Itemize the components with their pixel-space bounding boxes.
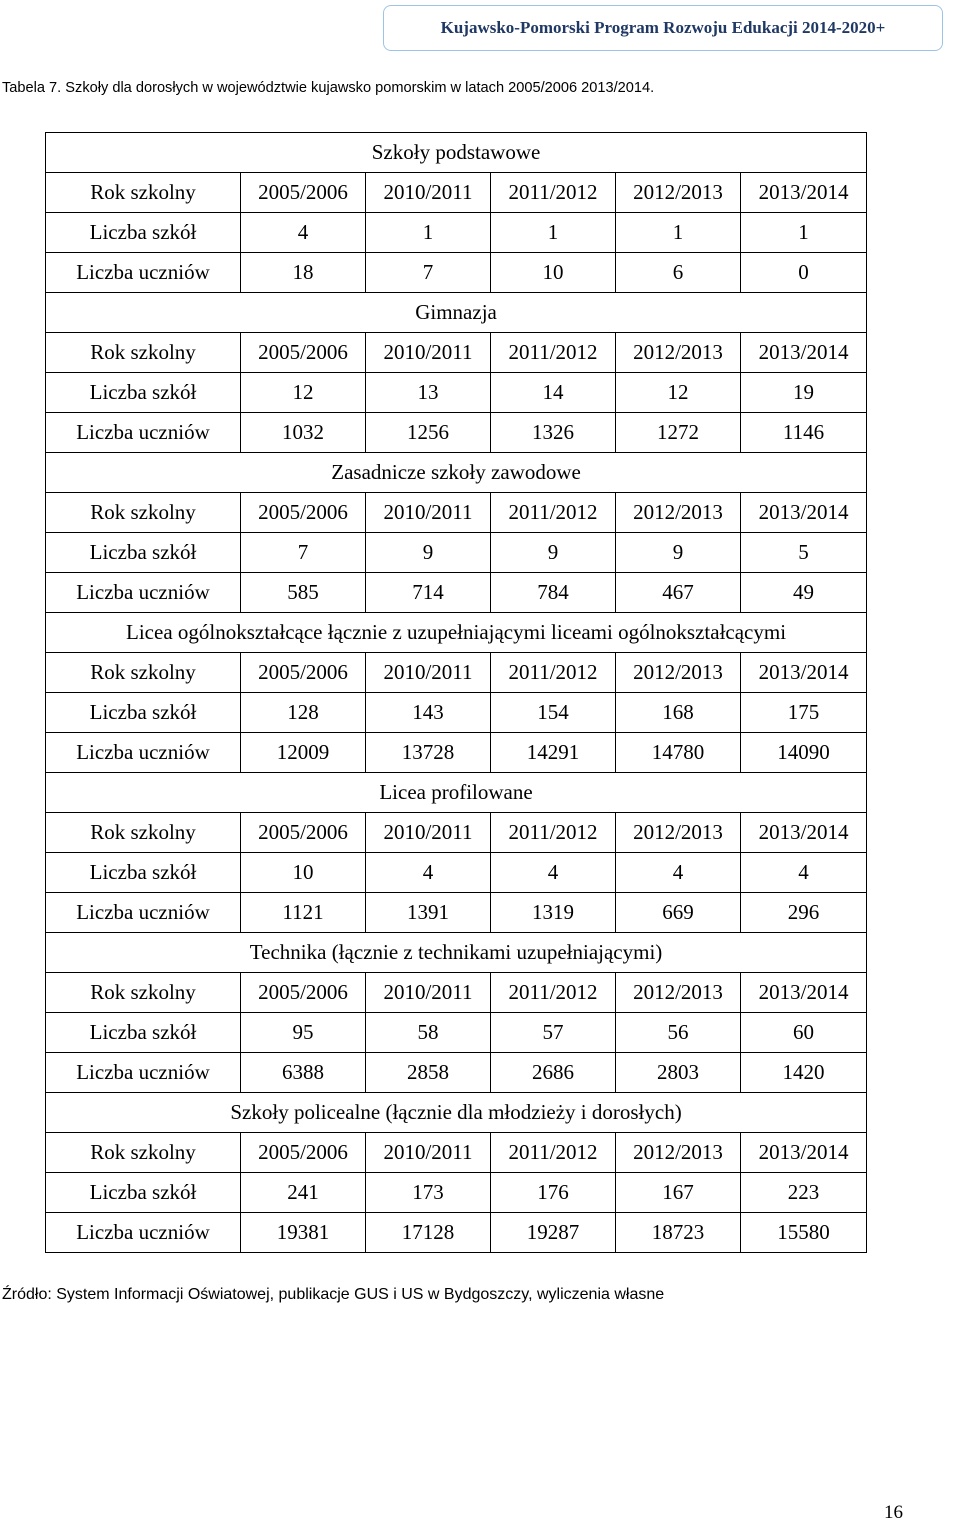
value-cell: 173 <box>366 1173 491 1213</box>
row-label: Rok szkolny <box>46 173 241 213</box>
value-cell: 95 <box>241 1013 366 1053</box>
section-title: Licea ogólnokształcące łącznie z uzupełniającymi liceami ogólnokształcącymi <box>46 613 867 653</box>
value-cell: 1420 <box>741 1053 867 1093</box>
row-label: Liczba uczniów <box>46 1213 241 1253</box>
value-cell: 49 <box>741 573 867 613</box>
value-cell: 19381 <box>241 1213 366 1253</box>
year-cell: 2012/2013 <box>616 493 741 533</box>
year-cell: 2010/2011 <box>366 173 491 213</box>
year-cell: 2013/2014 <box>741 973 867 1013</box>
section-title: Zasadnicze szkoły zawodowe <box>46 453 867 493</box>
table-row <box>46 1013 867 1053</box>
table-row <box>46 213 867 253</box>
value-cell: 4 <box>491 853 616 893</box>
table-row <box>46 1053 867 1093</box>
value-cell: 2686 <box>491 1053 616 1093</box>
value-cell: 14 <box>491 373 616 413</box>
section-title: Licea profilowane <box>46 773 867 813</box>
value-cell: 14090 <box>741 733 867 773</box>
value-cell: 5 <box>741 533 867 573</box>
value-cell: 13 <box>366 373 491 413</box>
value-cell: 1146 <box>741 413 867 453</box>
year-header-row <box>46 493 867 533</box>
year-cell: 2013/2014 <box>741 653 867 693</box>
value-cell: 12 <box>616 373 741 413</box>
year-cell: 2013/2014 <box>741 493 867 533</box>
year-cell: 2011/2012 <box>491 973 616 1013</box>
value-cell: 14291 <box>491 733 616 773</box>
year-cell: 2010/2011 <box>366 813 491 853</box>
year-cell: 2012/2013 <box>616 813 741 853</box>
schools-table-body <box>46 133 867 1253</box>
table-row <box>46 893 867 933</box>
section-title: Technika (łącznie z technikami uzupełniającymi) <box>46 933 867 973</box>
year-header-row <box>46 973 867 1013</box>
table-row <box>46 1173 867 1213</box>
row-label: Rok szkolny <box>46 653 241 693</box>
row-label: Rok szkolny <box>46 1133 241 1173</box>
year-cell: 2005/2006 <box>241 813 366 853</box>
row-label: Liczba szkół <box>46 213 241 253</box>
value-cell: 6388 <box>241 1053 366 1093</box>
row-label: Liczba uczniów <box>46 573 241 613</box>
value-cell: 175 <box>741 693 867 733</box>
value-cell: 1319 <box>491 893 616 933</box>
value-cell: 154 <box>491 693 616 733</box>
year-cell: 2012/2013 <box>616 1133 741 1173</box>
value-cell: 1 <box>741 213 867 253</box>
table-caption: Tabela 7. Szkoły dla dorosłych w województwie kujawsko pomorskim w latach 2005/2006 2013/2014. <box>2 80 655 96</box>
row-label: Liczba uczniów <box>46 413 241 453</box>
table-row <box>46 693 867 733</box>
section-title: Szkoły policealne (łącznie dla młodzieży i dorosłych) <box>46 1093 867 1133</box>
year-cell: 2011/2012 <box>491 333 616 373</box>
value-cell: 296 <box>741 893 867 933</box>
value-cell: 15580 <box>741 1213 867 1253</box>
row-label: Liczba szkół <box>46 693 241 733</box>
value-cell: 4 <box>241 213 366 253</box>
table-row <box>46 413 867 453</box>
value-cell: 1326 <box>491 413 616 453</box>
row-label: Liczba uczniów <box>46 1053 241 1093</box>
value-cell: 167 <box>616 1173 741 1213</box>
row-label: Rok szkolny <box>46 493 241 533</box>
value-cell: 9 <box>616 533 741 573</box>
value-cell: 19287 <box>491 1213 616 1253</box>
table-row <box>46 533 867 573</box>
value-cell: 2858 <box>366 1053 491 1093</box>
year-header-row <box>46 653 867 693</box>
year-cell: 2013/2014 <box>741 813 867 853</box>
table-row <box>46 1213 867 1253</box>
section-title-row <box>46 293 867 333</box>
table-row <box>46 253 867 293</box>
year-cell: 2010/2011 <box>366 1133 491 1173</box>
value-cell: 7 <box>241 533 366 573</box>
value-cell: 1256 <box>366 413 491 453</box>
value-cell: 6 <box>616 253 741 293</box>
year-cell: 2011/2012 <box>491 653 616 693</box>
section-title: Szkoły podstawowe <box>46 133 867 173</box>
value-cell: 1 <box>616 213 741 253</box>
year-cell: 2013/2014 <box>741 173 867 213</box>
table-row <box>46 853 867 893</box>
value-cell: 14780 <box>616 733 741 773</box>
header-title: Kujawsko-Pomorski Program Rozwoju Edukacji 2014-2020+ <box>440 18 886 37</box>
value-cell: 143 <box>366 693 491 733</box>
year-cell: 2010/2011 <box>366 973 491 1013</box>
row-label: Rok szkolny <box>46 973 241 1013</box>
row-label: Rok szkolny <box>46 813 241 853</box>
value-cell: 10 <box>491 253 616 293</box>
row-label: Liczba szkół <box>46 853 241 893</box>
value-cell: 1391 <box>366 893 491 933</box>
section-title-row <box>46 773 867 813</box>
year-cell: 2011/2012 <box>491 1133 616 1173</box>
value-cell: 784 <box>491 573 616 613</box>
value-cell: 467 <box>616 573 741 613</box>
value-cell: 1272 <box>616 413 741 453</box>
value-cell: 4 <box>366 853 491 893</box>
value-cell: 1121 <box>241 893 366 933</box>
year-cell: 2012/2013 <box>616 333 741 373</box>
year-cell: 2011/2012 <box>491 813 616 853</box>
value-cell: 1032 <box>241 413 366 453</box>
value-cell: 9 <box>366 533 491 573</box>
value-cell: 18723 <box>616 1213 741 1253</box>
value-cell: 19 <box>741 373 867 413</box>
value-cell: 176 <box>491 1173 616 1213</box>
year-header-row <box>46 173 867 213</box>
row-label: Liczba szkół <box>46 373 241 413</box>
value-cell: 4 <box>616 853 741 893</box>
row-label: Liczba szkół <box>46 533 241 573</box>
value-cell: 1 <box>491 213 616 253</box>
value-cell: 56 <box>616 1013 741 1053</box>
row-label: Rok szkolny <box>46 333 241 373</box>
value-cell: 1 <box>366 213 491 253</box>
value-cell: 12 <box>241 373 366 413</box>
year-cell: 2011/2012 <box>491 493 616 533</box>
year-cell: 2010/2011 <box>366 653 491 693</box>
year-cell: 2005/2006 <box>241 653 366 693</box>
value-cell: 57 <box>491 1013 616 1053</box>
value-cell: 7 <box>366 253 491 293</box>
year-cell: 2010/2011 <box>366 493 491 533</box>
year-cell: 2005/2006 <box>241 493 366 533</box>
schools-table <box>45 132 867 1253</box>
year-cell: 2012/2013 <box>616 973 741 1013</box>
value-cell: 223 <box>741 1173 867 1213</box>
row-label: Liczba uczniów <box>46 733 241 773</box>
row-label: Liczba szkół <box>46 1173 241 1213</box>
row-label: Liczba uczniów <box>46 253 241 293</box>
table-row <box>46 573 867 613</box>
year-cell: 2012/2013 <box>616 173 741 213</box>
section-title-row <box>46 453 867 493</box>
section-title-row <box>46 613 867 653</box>
year-cell: 2005/2006 <box>241 973 366 1013</box>
row-label: Liczba szkół <box>46 1013 241 1053</box>
year-cell: 2005/2006 <box>241 333 366 373</box>
year-cell: 2005/2006 <box>241 1133 366 1173</box>
value-cell: 585 <box>241 573 366 613</box>
source-note: Źródło: System Informacji Oświatowej, publikacje GUS i US w Bydgoszczy, wyliczenia własne <box>2 1286 665 1303</box>
value-cell: 58 <box>366 1013 491 1053</box>
value-cell: 2803 <box>616 1053 741 1093</box>
value-cell: 0 <box>741 253 867 293</box>
year-cell: 2010/2011 <box>366 333 491 373</box>
year-header-row <box>46 1133 867 1173</box>
year-cell: 2013/2014 <box>741 333 867 373</box>
year-cell: 2012/2013 <box>616 653 741 693</box>
section-title: Gimnazja <box>46 293 867 333</box>
value-cell: 714 <box>366 573 491 613</box>
table-row <box>46 733 867 773</box>
value-cell: 10 <box>241 853 366 893</box>
section-title-row <box>46 133 867 173</box>
value-cell: 18 <box>241 253 366 293</box>
value-cell: 60 <box>741 1013 867 1053</box>
value-cell: 128 <box>241 693 366 733</box>
section-title-row <box>46 933 867 973</box>
year-header-row <box>46 813 867 853</box>
year-cell: 2005/2006 <box>241 173 366 213</box>
value-cell: 17128 <box>366 1213 491 1253</box>
value-cell: 9 <box>491 533 616 573</box>
value-cell: 669 <box>616 893 741 933</box>
value-cell: 12009 <box>241 733 366 773</box>
section-title-row <box>46 1093 867 1133</box>
value-cell: 4 <box>741 853 867 893</box>
value-cell: 13728 <box>366 733 491 773</box>
row-label: Liczba uczniów <box>46 893 241 933</box>
year-cell: 2013/2014 <box>741 1133 867 1173</box>
table-row <box>46 373 867 413</box>
document-header <box>383 5 943 51</box>
value-cell: 241 <box>241 1173 366 1213</box>
year-cell: 2011/2012 <box>491 173 616 213</box>
value-cell: 168 <box>616 693 741 733</box>
year-header-row <box>46 333 867 373</box>
page-number: 16 <box>884 1502 903 1523</box>
